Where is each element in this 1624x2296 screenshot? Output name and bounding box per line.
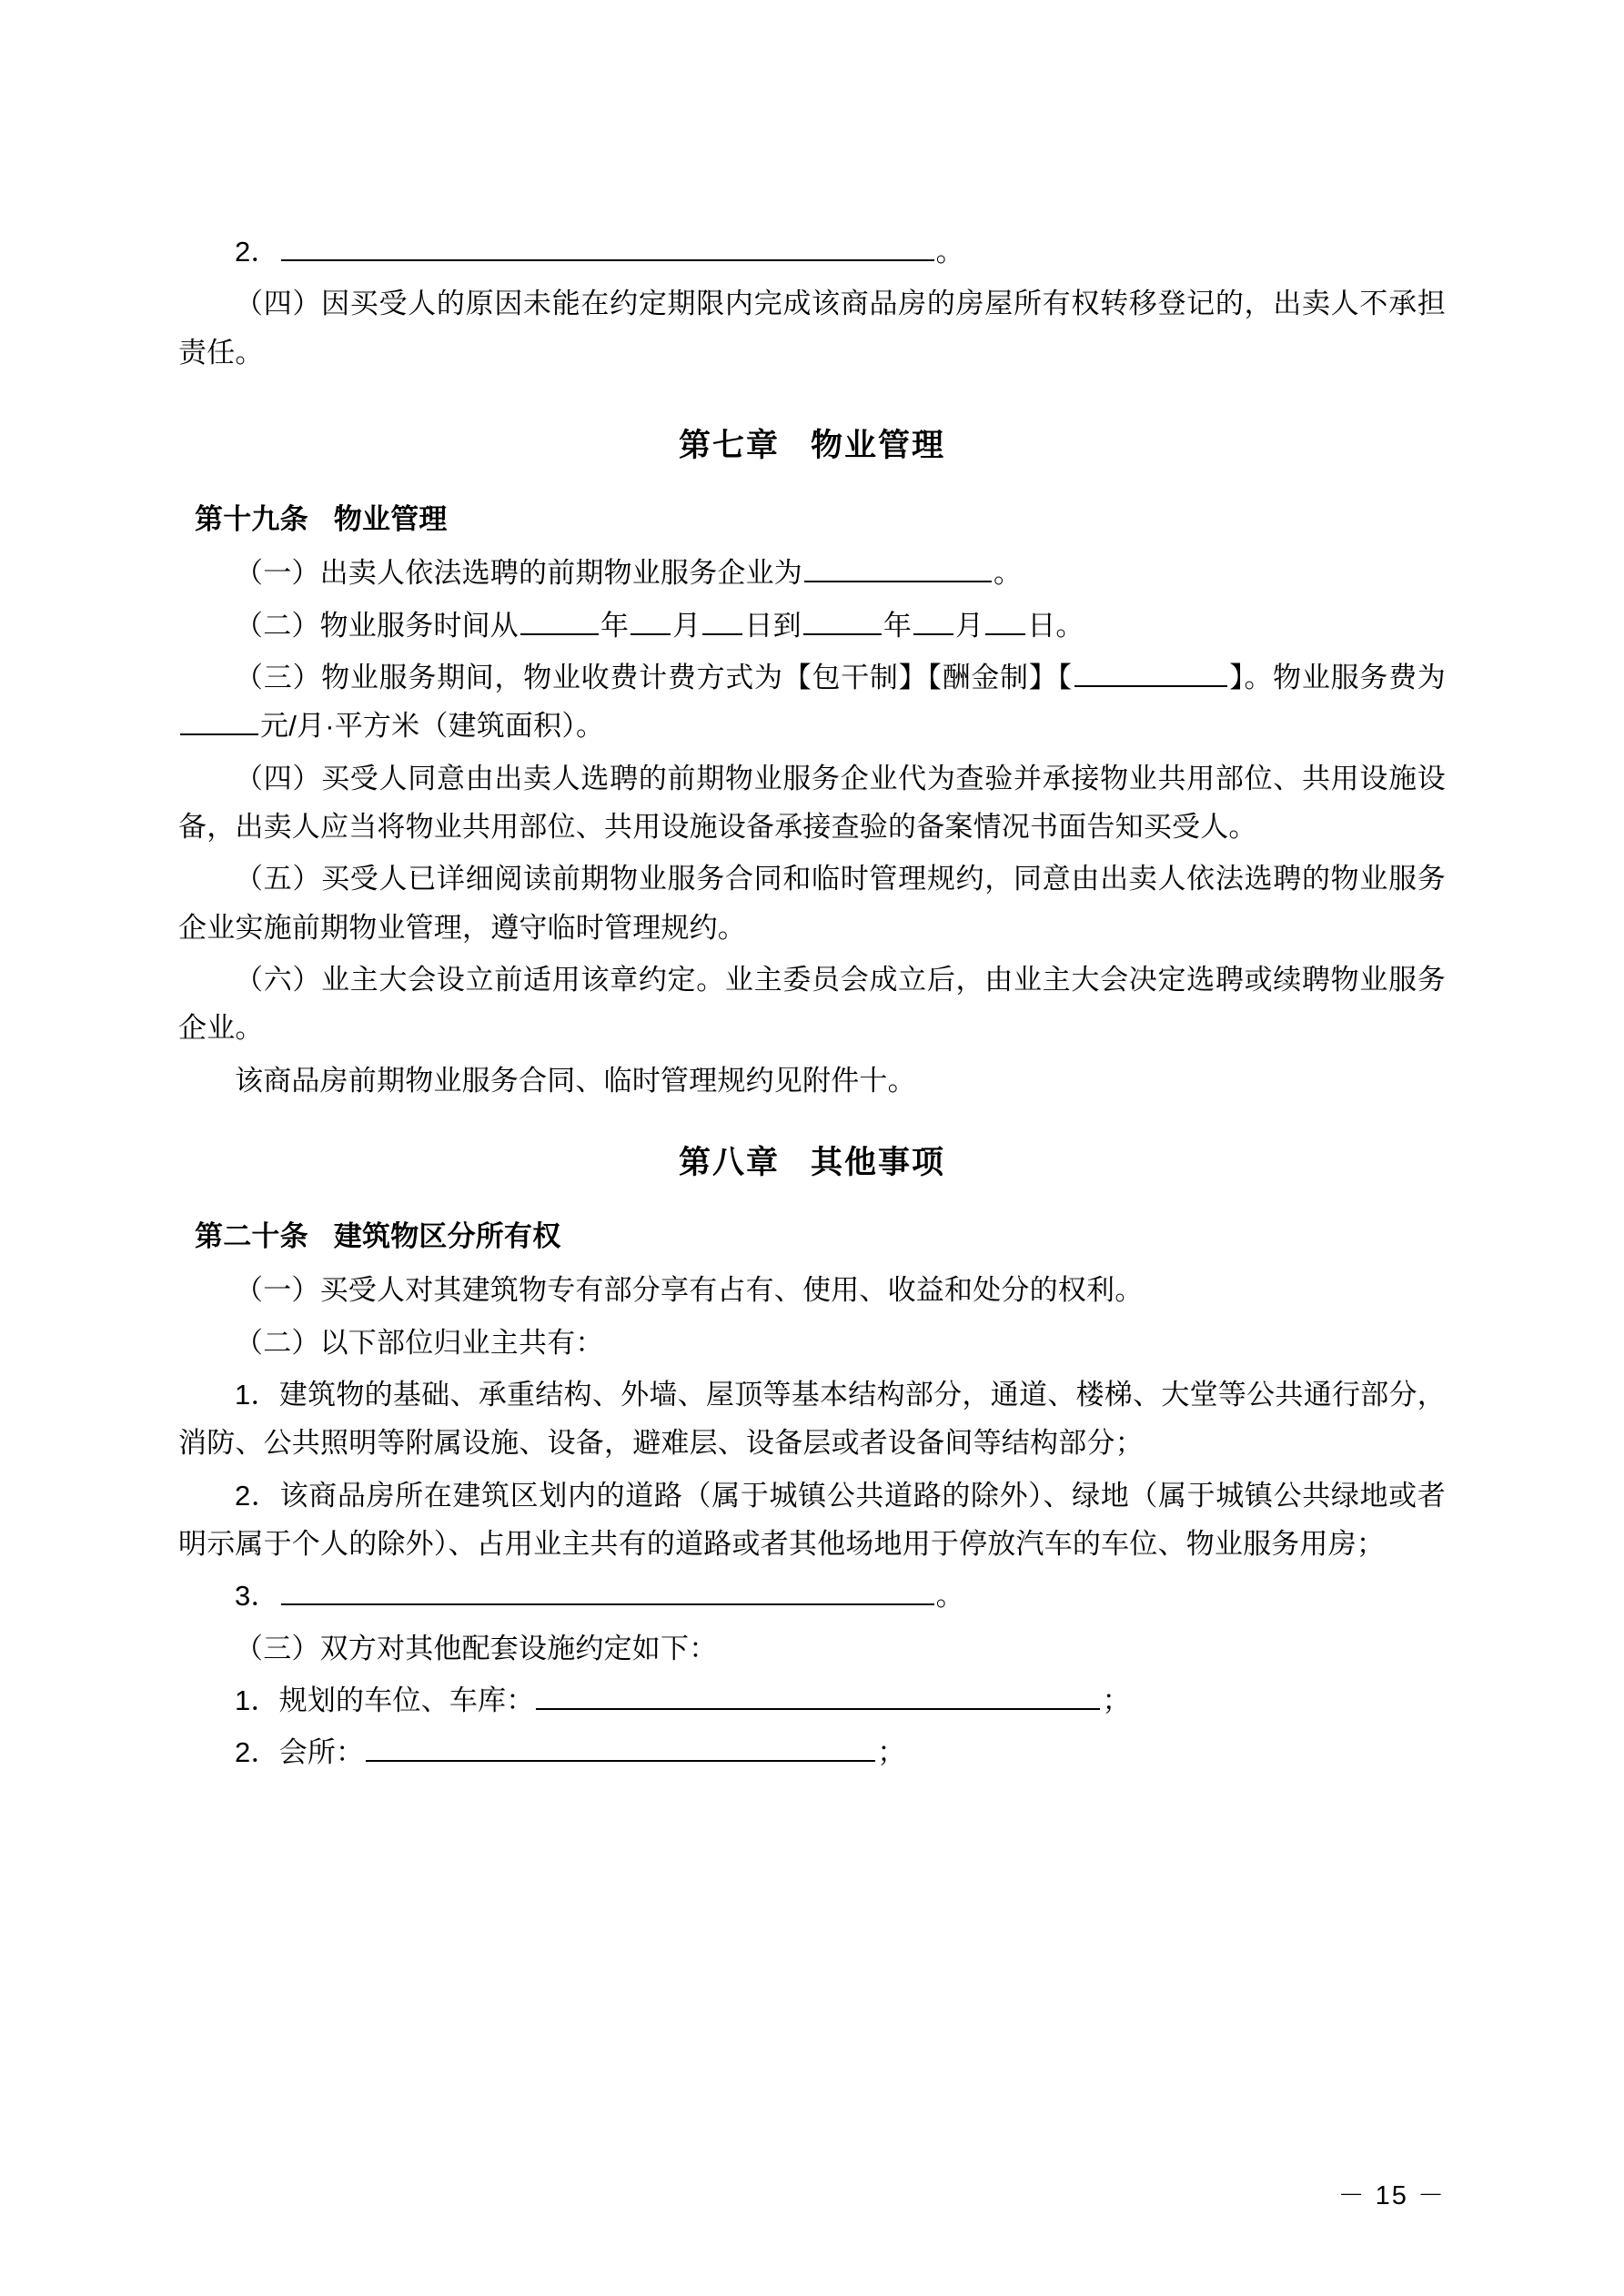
item-suffix: ； [1102,1684,1131,1716]
item-suffix: ； [877,1736,906,1769]
unit-day-to: 日到 [744,609,802,642]
item-prefix: 1．规划的车位、车库： [235,1684,535,1716]
item-prefix: 2．会所： [235,1736,365,1769]
fill-in-blank-day-end[interactable] [985,606,1025,635]
item-text-mid: 】。物业服务费为 [1228,662,1446,694]
item-suffix: 。 [935,236,964,268]
article-name: 物业管理 [333,503,448,536]
item-suffix: 。 [994,557,1023,590]
unit-month-end: 月 [955,609,984,642]
unit-year: 年 [600,609,630,642]
chapter-title-seven [178,419,1446,473]
chapter-title-eight [178,1136,1446,1190]
article20-item-3-1 [178,1676,1446,1725]
article20-item-2-1: 1．建筑物的基础、承重结构、外墙、屋顶等基本结构部分，通道、楼梯、大堂等公共通行部分，消防、公共照明等附属设施、设备，避难层、设备层或者设备间等结构部分； [178,1379,1446,1460]
fill-in-blank-year-end[interactable] [803,606,882,635]
chapter-label: 第八章 [678,1144,780,1180]
chapter-name: 其他事项 [811,1144,946,1180]
item-text-start: （三）物业服务期间，物业收费计费方式为【包干制】【酬金制】【 [235,662,1073,694]
article20-item-2-2: 2．该商品房所在建筑区划内的道路（属于城镇公共道路的除外）、绿地（属于城镇公共绿地或者明示属于个人的除外）、占用业主共有的道路或者其他场地用于停放汽车的车位、物业服务用房； [178,1479,1446,1560]
fill-in-blank-day-start[interactable] [702,606,742,635]
item-prefix: 3． [235,1580,279,1613]
fill-in-blank-month-start[interactable] [630,606,671,635]
article19-item-2 [178,602,1446,650]
chapter-label: 第七章 [678,427,780,463]
fill-in-blank-year-start[interactable] [520,606,599,635]
fill-in-blank-fee-amount[interactable] [180,706,258,735]
article19-item-6: （六）业主大会设立前适用该章约定。业主委员会成立后，由业主大会决定选聘或续聘物业服务企业。 [178,963,1446,1045]
fill-in-blank-clubhouse[interactable] [366,1733,875,1762]
fill-in-blank-month-end[interactable] [913,606,953,635]
article20-item-1: （一）买受人对其建筑物专有部分享有占有、使用、收益和处分的权利。 [235,1274,1144,1307]
unit-day-end: 日。 [1027,609,1084,642]
unit-year-end: 年 [883,609,913,642]
article-heading-20 [178,1212,1446,1260]
fill-in-blank[interactable] [281,232,934,261]
item-prefix: 2． [235,236,279,268]
article19-item-5: （五）买受人已详细阅读前期物业服务合同和临时管理规约，同意由出卖人依法选聘的物业服务企业实施前期物业管理，遵守临时管理规约。 [178,863,1446,944]
article-label: 第十九条 [195,503,308,536]
article-label: 第二十条 [195,1220,308,1253]
page-number: － 15 － [1337,2181,1446,2210]
paragraph-four-registration: （四）因买受人的原因未能在约定期限内完成该商品房的房屋所有权转移登记的，出卖人不承担责任。 [178,288,1446,369]
article20-item-2: （二）以下部位归业主共有： [235,1326,604,1359]
fill-in-blank[interactable] [804,553,992,582]
item-text: （一）出卖人依法选聘的前期物业服务企业为 [235,557,802,590]
document-body [178,228,1446,1777]
article19-item-1 [178,549,1446,597]
item-text-start: （二）物业服务时间从 [235,609,519,642]
unit-month: 月 [672,609,701,642]
list-item [178,228,1446,276]
article20-item-3: （三）双方对其他配套设施约定如下： [235,1632,718,1664]
fill-in-blank-fee-mode[interactable] [1074,658,1227,687]
article19-item-3 [178,653,1446,751]
item-suffix: 。 [935,1580,964,1613]
fill-in-blank[interactable] [281,1576,934,1605]
article-heading-19 [178,495,1446,543]
article20-item-3-2 [178,1728,1446,1776]
article19-item-4: （四）买受人同意由出卖人选聘的前期物业服务企业代为查验并承接物业共用部位、共用设施设备，出卖人应当将物业共用部位、共用设施设备承接查验的备案情况书面告知买受人。 [178,762,1446,843]
chapter-name: 物业管理 [811,427,946,463]
article20-item-2-3 [178,1572,1446,1620]
article-name: 建筑物区分所有权 [333,1220,561,1253]
fill-in-blank-parking[interactable] [536,1681,1100,1710]
article19-tail-note: 该商品房前期物业服务合同、临时管理规约见附件十。 [235,1064,916,1097]
item-text-end: 元/月·平方米（建筑面积）。 [260,710,605,743]
